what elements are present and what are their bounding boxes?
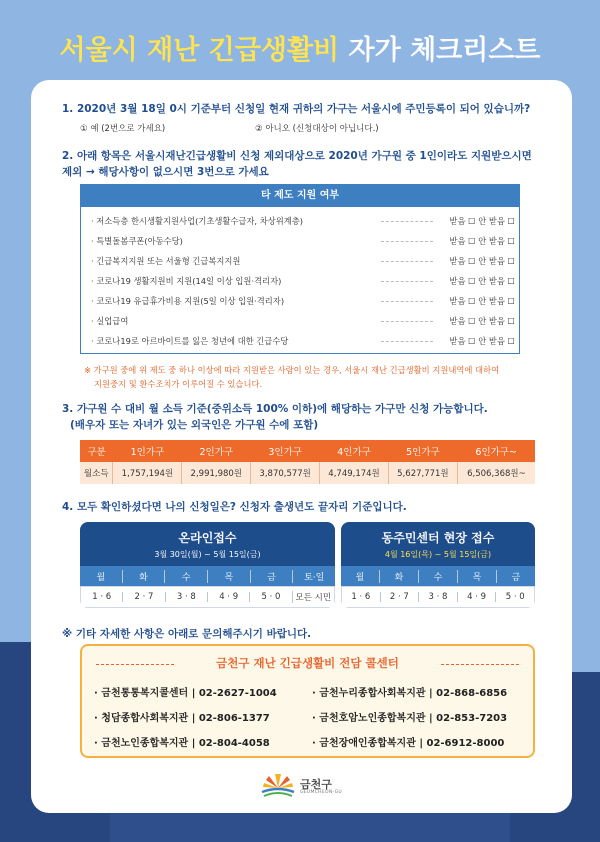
contact-item[interactable]: · 금천호암노인종합복지관 | 02-853-7203	[312, 713, 508, 724]
income-cell: 4,749,174원	[320, 462, 389, 484]
support-checkbox[interactable]: 받음 ☐ 안 받음 ☐	[449, 276, 515, 286]
call-center-title: 금천구 재난 긴급생활비 전담 콜센터	[216, 656, 399, 670]
income-header: 3인가구	[251, 440, 320, 462]
contact-item[interactable]: · 청담종합사회복지관 | 02-806-1377	[94, 713, 270, 724]
birth-digit: 1 · 6	[351, 592, 371, 602]
income-value-row	[80, 462, 535, 484]
support-row	[81, 250, 519, 270]
day-label: 금	[496, 570, 535, 583]
online-days-row	[80, 566, 335, 586]
income-cell: 월소득	[80, 462, 113, 484]
support-row	[81, 290, 519, 310]
q1-option-no[interactable]: ② 아니오 (신청대상이 아닙니다.)	[255, 124, 379, 134]
income-header: 5인가구	[388, 440, 457, 462]
contact-item[interactable]: · 금천장애인종합복지관 | 02-6912-8000	[312, 738, 505, 749]
day-label: 월	[355, 572, 365, 583]
birth-digit: 2 · 7	[380, 592, 419, 602]
online-application-panel	[80, 522, 335, 608]
support-label: · 실업급여	[91, 316, 129, 326]
support-label: · 저소득층 한시생활지원사업(기초생활수급자, 차상위계층)	[91, 216, 304, 226]
contact-item[interactable]: · 금천누리종합사회복지관 | 02-868-6856	[312, 688, 508, 699]
online-digits-row	[80, 586, 335, 608]
support-status-title: 타 제도 지원 여부	[81, 185, 519, 207]
day-label: 목	[457, 570, 496, 583]
day-label: 금	[250, 570, 293, 583]
birth-digit: 5 · 0	[249, 592, 291, 602]
online-date: 3월 30일(월) ~ 5월 15일(금)	[154, 550, 261, 559]
contact-item[interactable]: · 금천노인종합복지관 | 02-804-4058	[94, 738, 270, 749]
question-2-line2: 제외 → 해당사항이 없으시면 3번으로 가세요	[62, 166, 269, 178]
online-title: 온라인접수	[178, 531, 237, 545]
income-cell: 3,870,577원	[251, 462, 320, 484]
support-checkbox[interactable]: 받음 ☐ 안 받음 ☐	[449, 256, 515, 266]
income-table	[80, 440, 535, 484]
support-status-box	[80, 184, 520, 354]
income-header: 1인가구	[113, 440, 182, 462]
support-row	[81, 330, 519, 350]
support-row	[81, 230, 519, 250]
day-label: 토·일	[292, 570, 335, 583]
income-header: 4인가구	[320, 440, 389, 462]
income-header: 구분	[80, 440, 113, 462]
birth-digit: 5 · 0	[495, 592, 534, 602]
income-cell: 6,506,368원~	[457, 462, 535, 484]
question-1: 1. 2020년 3월 18일 0시 기준부터 신청일 현재 귀하의 가구는 서울시에 주민등록이 되어 있습니까?	[62, 103, 531, 115]
geumcheon-logo-icon	[260, 770, 296, 798]
q1-option-yes[interactable]: ① 예 (2번으로 가세요)	[80, 124, 166, 134]
birth-digit: 3 · 8	[418, 592, 457, 602]
support-label: · 코로나19 유급휴가비용 지원(5일 이상 입원·격리자)	[91, 296, 285, 306]
income-header: 2인가구	[182, 440, 251, 462]
title-part2: 자가 체크리스트	[348, 35, 541, 66]
center-date: 4월 16일(목) ~ 5월 15일(금)	[384, 550, 492, 559]
question-3-line2: (배우자 또는 자녀가 있는 외국인은 가구원 수에 포함)	[70, 419, 319, 431]
day-label: 화	[122, 570, 165, 583]
center-application-panel	[341, 522, 535, 608]
title-part1: 서울시 재난 긴급생활비	[59, 35, 349, 66]
support-label: · 특별돌봄쿠폰(아동수당)	[91, 236, 183, 246]
day-label: 수	[164, 570, 207, 583]
call-center-box	[80, 644, 535, 758]
birth-digit: 1 · 6	[92, 592, 112, 602]
support-checkbox[interactable]: 받음 ☐ 안 받음 ☐	[449, 316, 515, 326]
income-cell: 5,627,771원	[388, 462, 457, 484]
logo-sub: GEUMCHEON-GU	[300, 790, 342, 795]
birth-digit: 4 · 9	[457, 592, 496, 602]
center-digits-row	[341, 586, 535, 608]
income-header: 6인가구~	[457, 440, 535, 462]
center-days-row	[341, 566, 535, 586]
support-label: · 긴급복지지원 또는 서울형 긴급복지지원	[91, 256, 241, 266]
page-title	[0, 28, 600, 67]
question-2-line1: 2. 아래 항목은 서울시재난긴급생활비 신청 제외대상으로 2020년 가구원 중 1인이라도 지원받으시면	[62, 150, 532, 162]
logo-name: 금천구	[300, 778, 332, 791]
support-row	[81, 210, 519, 230]
support-checkbox[interactable]: 받음 ☐ 안 받음 ☐	[449, 236, 515, 246]
support-checkbox[interactable]: 받음 ☐ 안 받음 ☐	[449, 216, 515, 226]
birth-digit: 4 · 9	[207, 592, 249, 602]
support-row	[81, 310, 519, 330]
day-label: 목	[207, 570, 250, 583]
question-3-line1: 3. 가구원 수 대비 월 소득 기준(중위소득 100% 이하)에 해당하는 가구만 신청 가능합니다.	[62, 403, 488, 415]
birth-digit: 2 · 7	[122, 592, 164, 602]
question-4: 4. 모두 확인하셨다면 나의 신청일은? 신청자 출생년도 끝자리 기준입니다.	[62, 501, 407, 513]
day-label: 화	[379, 570, 418, 583]
support-label: · 코로나19로 아르바이트를 잃은 청년에 대한 긴급수당	[91, 336, 289, 346]
income-cell: 1,757,194원	[113, 462, 182, 484]
contact-item[interactable]: · 금천통통복지콜센터 | 02-2627-1004	[94, 688, 277, 699]
center-title: 동주민센터 현장 접수	[381, 531, 495, 545]
birth-digit: 3 · 8	[165, 592, 207, 602]
birth-digit: 모든 시민	[292, 591, 334, 603]
income-header-row	[80, 440, 535, 462]
note-line1: ※ 가구원 중에 위 제도 중 하나 이상에 따라 지원받은 사람이 있는 경우, 서울시 재난 긴급생활비 지원내역에 대하여	[84, 365, 500, 375]
day-label: 수	[418, 570, 457, 583]
support-checkbox[interactable]: 받음 ☐ 안 받음 ☐	[449, 336, 515, 346]
income-cell: 2,991,980원	[182, 462, 251, 484]
support-label: · 코로나19 생활지원비 지원(14일 이상 입원·격리자)	[91, 276, 282, 286]
support-warning-note	[84, 363, 524, 391]
support-row	[81, 270, 519, 290]
contact-note: ※ 기타 자세한 사항은 아래로 문의해주시기 바랍니다.	[62, 628, 312, 640]
support-checkbox[interactable]: 받음 ☐ 안 받음 ☐	[449, 296, 515, 306]
day-label: 월	[96, 572, 106, 583]
note-line2: 지원중지 및 환수조치가 이루어질 수 있습니다.	[94, 379, 263, 389]
